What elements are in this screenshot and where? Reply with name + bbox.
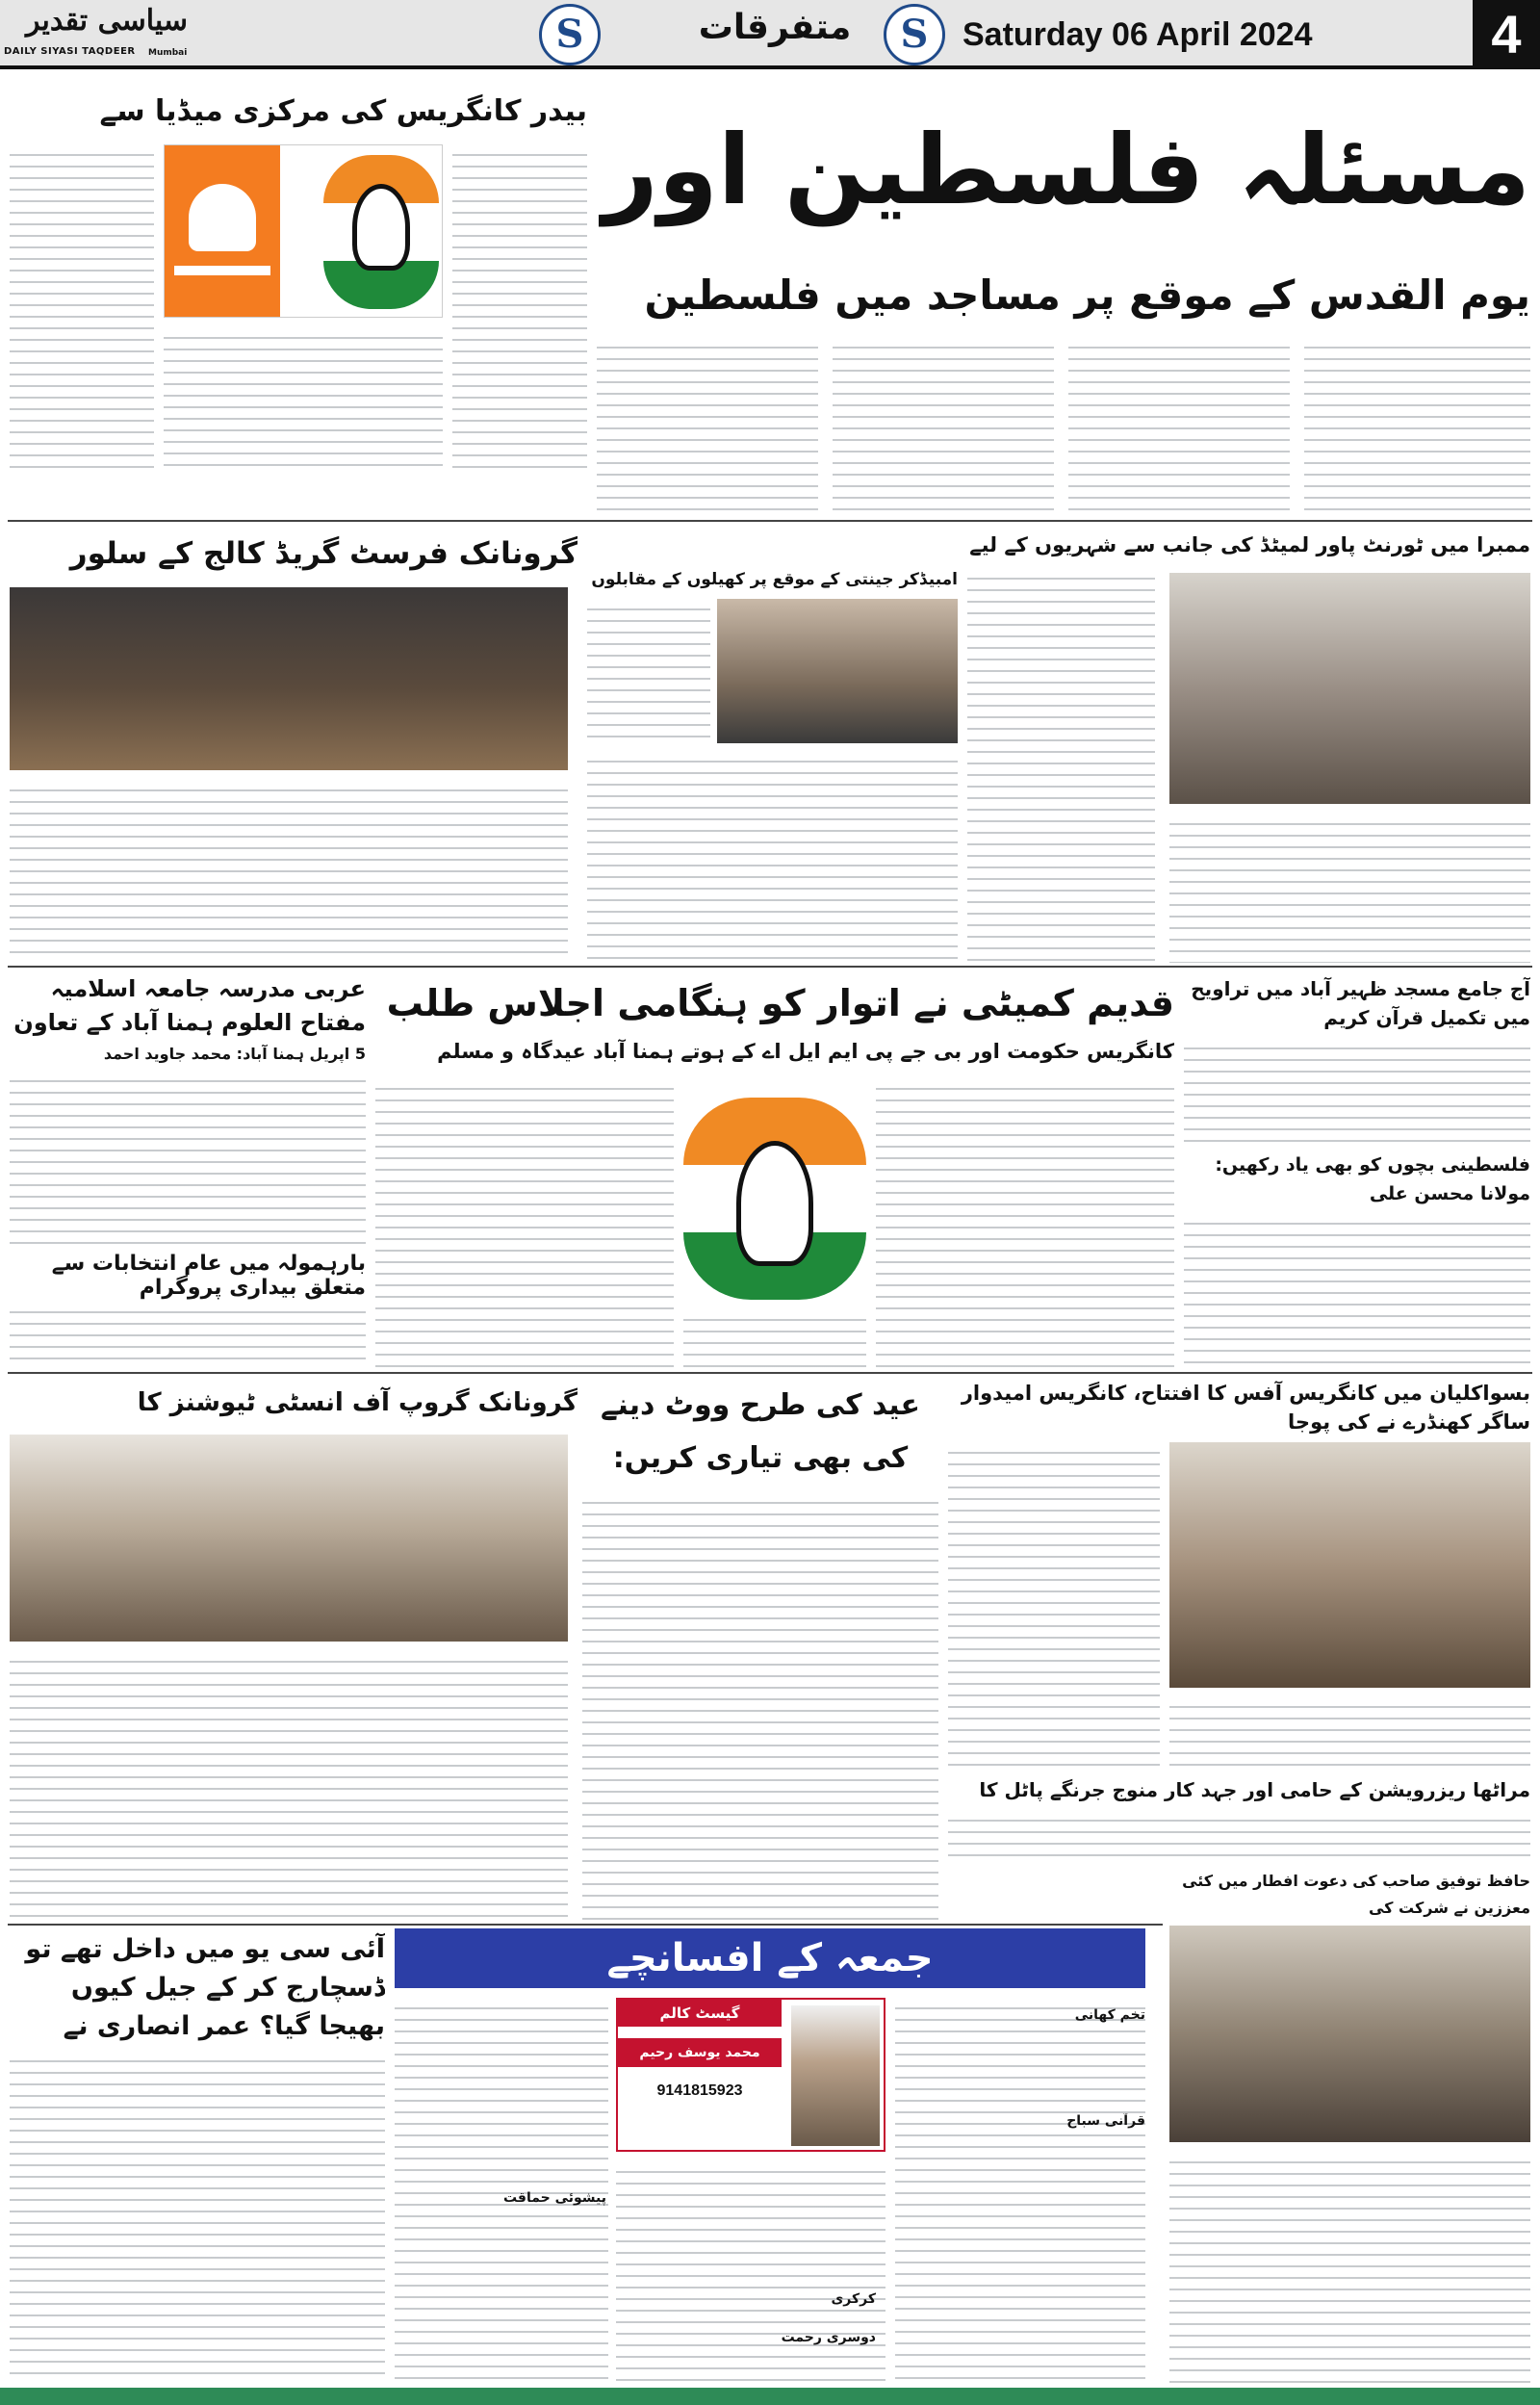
ghazal-section-heading: پیشوئی حماقت (502, 2190, 606, 2206)
toronto-iftar-headline: ممبرا میں ٹورنٹ پاور لمیٹڈ کی جانب سے شہریوں کے لیے (969, 533, 1530, 556)
college-event-photo (10, 587, 568, 770)
ghazal-section-heading: کرکری (831, 2291, 876, 2307)
palestine-children-body (1184, 1213, 1530, 1367)
bidar-congress-headline: بیدر کانگریس کی مرکزی میڈیا سے (99, 94, 587, 128)
congress-hand-logo-icon (323, 155, 439, 309)
ambedkar-body (587, 751, 958, 963)
page-number: 4 (1473, 0, 1540, 69)
author-photo (791, 2005, 880, 2146)
madrasa-body (10, 1071, 366, 1249)
divider (8, 1372, 1532, 1374)
bidar-congress-body (10, 144, 154, 472)
basavakalyan-body (948, 1442, 1160, 1770)
party-logos-image (164, 144, 443, 318)
basavakalyan-headline: بسواکلیان میں کانگریس آفس کا افتتاح، کانگریس امیدوار ساگر کھنڈرے نے کی پوجا (961, 1382, 1530, 1434)
guest-column-label: گیسٹ کالم (618, 2000, 782, 2027)
ghazal-section-heading: دوسری رحمت (781, 2330, 876, 2345)
committee-subhead: کانگریس حکومت اور بی جے پی ایم ایل اے کے ہوتے ہمنا آباد عیدگاہ و مسلم (437, 1040, 1174, 1063)
bidar-congress-body (164, 327, 443, 472)
footer-bar (0, 2388, 1540, 2405)
ghazal-body (895, 1998, 1145, 2383)
barhmola-body (10, 1302, 366, 1367)
navy-agreement-body (10, 1651, 568, 1921)
logo-city: Mumbai (148, 48, 188, 58)
lead-body (597, 337, 1530, 518)
divider (8, 520, 1532, 522)
hafiz-iftar-headline: حافظ توفیق صاحب کی دعوت افطار میں کئی معززین نے شرکت کی (1182, 1872, 1530, 1917)
toronto-iftar-body (1169, 814, 1530, 963)
basavakalyan-body (1169, 1696, 1530, 1770)
quran-headline: آج جامع مسجد ظہیر آباد میں تراویح میں تکمیل قرآن کریم (1191, 977, 1530, 1029)
bidar-congress-body (452, 144, 587, 472)
ghazal-section-heading: تخم کھانی (1074, 2007, 1145, 2023)
eid-vote-body (582, 1492, 938, 1921)
madrasa-byline: 5 اپریل ہمنا آباد: محمد جاوید احمد (103, 1045, 366, 1063)
silver-jubilee-body (10, 780, 568, 963)
logo-english-text: DAILY SIYASI TAQDEER (4, 46, 136, 57)
author-name: محمد یوسف رحیم (618, 2038, 782, 2067)
newspaper-logo (4, 4, 210, 64)
ambedkar-body (587, 599, 710, 743)
ansari-headline: آئی سی یو میں داخل تھے تو ڈسچارج کر کے جیل کیوں بھیجا گیا؟ عمر انصاری نے (25, 1934, 385, 2041)
author-phone: 9141815923 (656, 2082, 743, 2099)
committee-headline: قدیم کمیٹی نے اتوار کو ہنگامی اجلاس طلب (386, 982, 1174, 1024)
divider (8, 1924, 1163, 1926)
committee-body (683, 1309, 866, 1367)
bjp-lotus-logo-icon (165, 145, 280, 318)
hafiz-iftar-body (1169, 2152, 1530, 2383)
seal-logo-icon: S (539, 4, 601, 65)
ghazal-title: جمعہ کے افسانچے (606, 1936, 934, 1980)
section-title: متفرقات (698, 8, 852, 47)
eid-vote-headline: عید کی طرح ووٹ دینے کی بھی تیاری کریں: (600, 1388, 921, 1475)
navy-agreement-headline: گرونانک گروپ آف انسٹی ٹیوشنز کا (137, 1388, 578, 1417)
divider (8, 966, 1532, 968)
office-inauguration-photo (1169, 1442, 1530, 1688)
navy-group-photo (10, 1435, 568, 1642)
madrasa-headline: عربی مدرسہ جامعہ اسلامیہ مفتاح العلوم ہمنا آباد کے تعاون (13, 975, 366, 1036)
issue-date: Saturday 06 April 2024 (962, 16, 1313, 53)
guest-column-box (616, 1998, 886, 2152)
lead-subhead: یوم القدس کے موقع پر مساجد میں فلسطین (644, 272, 1530, 319)
ghazal-section-heading: قرآنی سباح (1066, 2113, 1145, 2129)
hafiz-iftar-photo (1169, 1926, 1530, 2142)
committee-body (375, 1078, 674, 1367)
ambedkar-event-photo (717, 599, 958, 743)
ansari-body (10, 2051, 385, 2383)
marathwada-body (948, 1810, 1530, 1858)
marathwada-headline: مراٹھا ریزرویشن کے حامی اور جہد کار منوج جرنگے پاٹل کا (979, 1778, 1530, 1801)
palestine-children-headline: فلسطینی بچوں کو بھی یاد رکھیں: مولانا محسن علی (1215, 1154, 1530, 1204)
toronto-iftar-body (967, 568, 1155, 963)
seal-logo-icon: S (884, 4, 945, 65)
ambedkar-headline: امبیڈکر جینتی کے موقع پر کھیلوں کے مقابلوں (591, 570, 958, 589)
iftar-gathering-photo (1169, 573, 1530, 804)
quran-body (1184, 1038, 1530, 1144)
congress-hand-logo-icon (683, 1098, 866, 1300)
logo-urdu-text: سیاسی تقدیر (25, 4, 189, 38)
barhmola-headline: بارہمولہ میں عام انتخابات سے متعلق بیداری پروگرام (51, 1252, 366, 1300)
silver-jubilee-headline: گرونانک فرسٹ گریڈ کالج کے سلور (69, 536, 578, 571)
committee-body (876, 1078, 1174, 1367)
lead-headline: مسئلہ فلسطین اور (603, 114, 1530, 226)
